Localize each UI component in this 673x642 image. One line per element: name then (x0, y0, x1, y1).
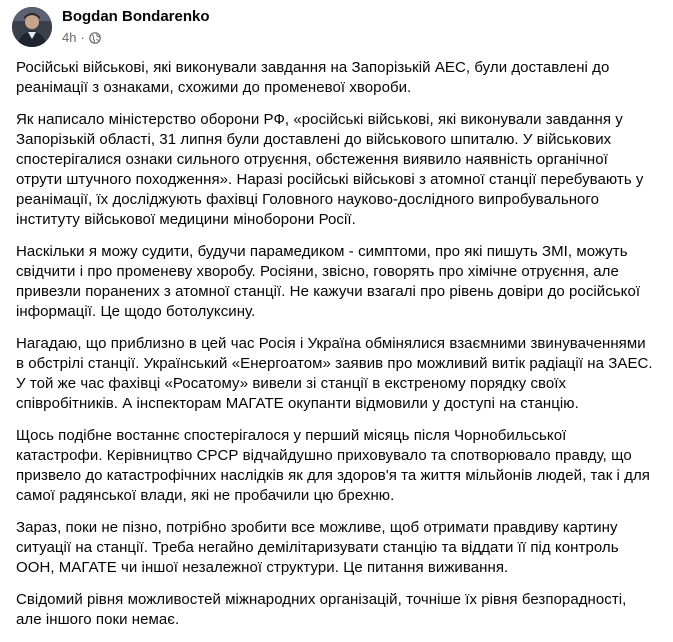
post-paragraph: Нагадаю, що приблизно в цей час Росія і Україна обмінялися взаємними звинуваченнями в обстрілі станції. Український «Енергоатом» заявив про можливий витік радіації на ЗАЕС. У той же час фахівці «Росатому» вивели зі станції в екстреному порядку своїх співробітників. А інспекторам МАГАТЕ окупанти відмовили у доступі на станцію. (16, 335, 653, 412)
post-paragraph: Зараз, поки не пізно, потрібно зробити все можливе, щоб отримати правдиву картину ситуації на станції. Треба негайно демілітаризувати станцію та віддати її під контроль ООН, МАГАТЕ чи іншої незалежної структури. Це питання виживання. (16, 519, 619, 576)
post-timestamp[interactable]: 4h (62, 30, 77, 45)
post-header (12, 6, 652, 50)
post-paragraph: Свідомий рівня можливостей міжнародних організацій, точніше їх рівня безпорадності, але іншого поки немає. (16, 591, 627, 628)
meta-separator: · (80, 30, 85, 45)
post-meta (62, 30, 101, 45)
author-name[interactable]: Bogdan Bondarenko (62, 8, 210, 25)
avatar-image (12, 7, 52, 47)
globe-icon[interactable] (89, 32, 101, 44)
post-paragraph: Наскільки я можу судити, будучи парамедиком - симптоми, про які пишуть ЗМІ, можуть свідчити і про променеву хворобу. Росіяни, звісно, говорять про хімічне отруєння, але привезли поранених з атомної станції. Не кажучи взагалі про рівень довіри до російської інформації. Це щодо ботолуксину. (16, 243, 641, 320)
avatar[interactable] (12, 7, 52, 47)
post-body (16, 58, 656, 642)
post-paragraph: Як написало міністерство оборони РФ, «російські військові, які виконували завдання у Запорізькій області, 31 липня були доставлені до військового шпиталю. У військових спостерігалися ознаки сильного отруєння, обстеження виявило наявність органічної отрути штучного походження». Наразі російські військові з атомної станції перебувають у реанімації, їх досліджують фахівці Головного науково-дослідного випробувального інституту військової медицини міноборони Росії. (16, 111, 644, 228)
post-paragraph: Російські військові, які виконували завдання на Запорізькій АЕС, були доставлені до реанімації з ознаками, схожими до променевої хвороби. (16, 59, 610, 96)
post-paragraph: Щось подібне востаннє спостерігалося у перший місяць після Чорнобильської катастрофи. Керівництво СРСР відчайдушно приховувало та спотворювало правду, що призвело до катастрофічних наслідків як для здоров'я та життя мільйонів людей, так і для самої радянської влади, які не пробачили цю брехню. (16, 427, 650, 504)
